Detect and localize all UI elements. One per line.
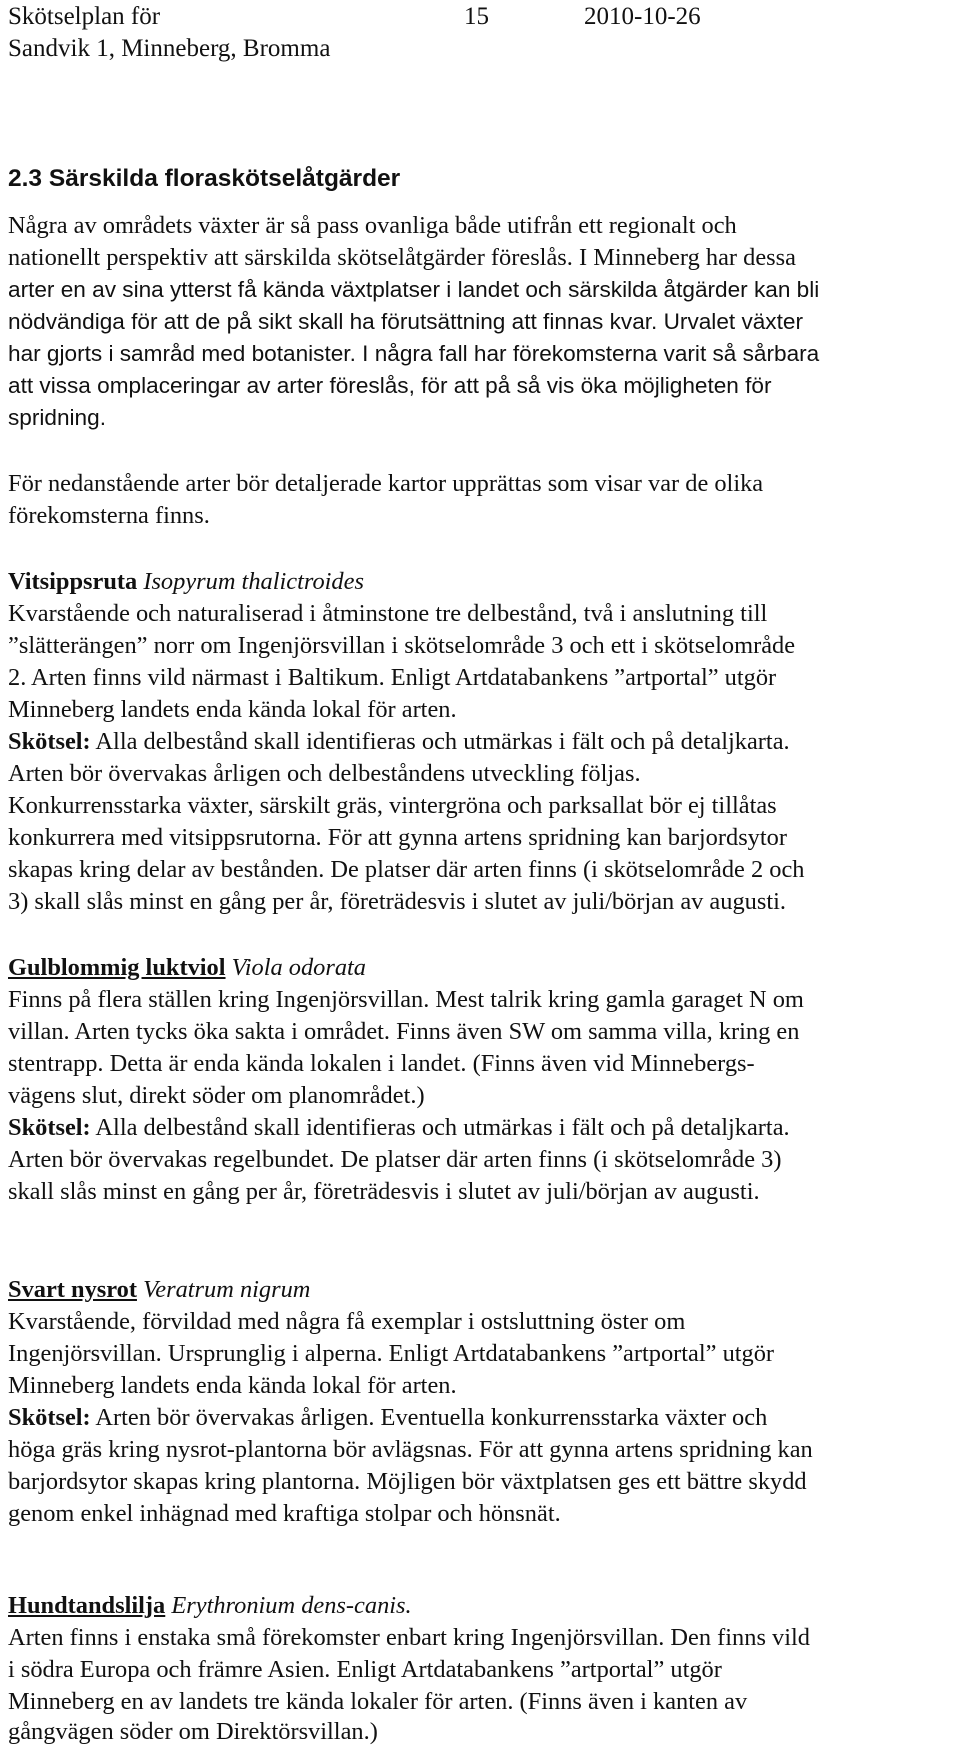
species-text-line: villan. Arten tycks öka sakta i området. Finns även SW om samma villa, kring en	[8, 1018, 800, 1045]
species-text-line: i södra Europa och främre Asien. Enligt Artdatabankens ”artportal” utgör	[8, 1656, 722, 1683]
species-latin-name: Erythronium dens-canis.	[165, 1592, 412, 1619]
species-heading	[8, 1590, 412, 1622]
species-text-line: Kvarstående och naturaliserad i åtminstone tre delbestånd, två i anslutning till	[8, 600, 768, 627]
care-line: 3) skall slås minst en gång per år, företrädesvis i slutet av juli/början av augusti.	[8, 888, 786, 915]
care-line	[8, 1112, 790, 1144]
care-line: skall slås minst en gång per år, företrädesvis i slutet av juli/början av augusti.	[8, 1178, 760, 1205]
intro-text: I Minneberg har dessa	[572, 244, 796, 271]
species-heading	[8, 952, 366, 984]
intro-line: att vissa omplaceringar av arter föreslås, för att på så vis öka möjligheten för	[8, 373, 772, 398]
intro-text: nationellt perspektiv att särskilda skötselåtgärder föreslås.	[8, 244, 573, 271]
care-text: Arten bör övervakas årligen. Eventuella konkurrensstarka växter och	[90, 1404, 768, 1431]
intro-line	[8, 242, 796, 274]
species-common-name: Svart nysrot	[8, 1276, 137, 1303]
species-common-name: Vitsippsruta	[8, 568, 138, 595]
species-common-name: Gulblommig luktviol	[8, 954, 226, 981]
section-title: 2.3 Särskilda floraskötselåtgärder	[8, 165, 401, 192]
intro-line: arter en av sina ytterst få kända växtplatser i landet och särskilda åtgärder kan bli	[8, 277, 820, 302]
species-text-line: Minneberg landets enda kända lokal för arten.	[8, 696, 457, 723]
care-line: höga gräs kring nysrot-plantorna bör avlägsnas. För att gynna artens spridning kan	[8, 1436, 813, 1463]
species-heading	[8, 566, 364, 598]
intro-line: spridning.	[8, 405, 106, 430]
care-line: Konkurrensstarka växter, särskilt gräs, vintergröna och parksallat bör ej tillåtas	[8, 792, 777, 819]
intro-line: nödvändiga för att de på sikt skall ha förutsättning att finnas kvar. Urvalet växter	[8, 309, 803, 334]
species-text-line: Kvarstående, förvildad med några få exemplar i ostsluttning öster om	[8, 1308, 686, 1335]
care-line: genom enkel inhägnad med kraftiga stolpar och hönsnät.	[8, 1500, 561, 1527]
care-label: Skötsel:	[8, 1114, 91, 1141]
species-text-line: ”slätterängen” norr om Ingenjörsvillan i skötselområde 3 och ett i skötselområde	[8, 632, 796, 659]
page-number: 15	[464, 3, 489, 30]
species-latin-name: Isopyrum thalictroides	[137, 568, 364, 595]
species-text-line: stentrapp. Detta är enda kända lokalen i landet. (Finns även vid Minnebergs-	[8, 1050, 755, 1077]
care-line: barjordsytor skapas kring plantorna. Möjligen bör växtplatsen ges ett bättre skydd	[8, 1468, 807, 1495]
species-text-line: vägens slut, direkt söder om planområdet.)	[8, 1082, 425, 1109]
care-text: Alla delbestånd skall identifieras och utmärkas i fält och på detaljkarta.	[90, 1114, 790, 1141]
species-common-name: Hundtandslilja	[8, 1592, 166, 1619]
care-text: Alla delbestånd skall identifieras och utmärkas i fält och på detaljkarta.	[90, 728, 790, 755]
species-heading	[8, 1274, 310, 1306]
care-line	[8, 726, 790, 758]
species-text-line: Arten finns i enstaka små förekomster enbart kring Ingenjörsvillan. Den finns vild	[8, 1624, 810, 1651]
species-text-line: Minneberg en av landets tre kända lokaler för arten. (Finns även i kanten av	[8, 1688, 748, 1715]
header-title-line1: Skötselplan för	[8, 3, 161, 30]
intro-line	[8, 338, 819, 370]
species-text-line: Minneberg landets enda kända lokal för arten.	[8, 1372, 457, 1399]
header-date: 2010-10-26	[584, 3, 701, 30]
species-text-line: 2. Arten finns vild närmast i Baltikum. Enligt Artdatabankens ”artportal” utgör	[8, 664, 777, 691]
species-latin-name: Viola odorata	[225, 954, 367, 981]
species-text-line: gångvägen söder om Direktörsvillan.)	[8, 1718, 378, 1745]
intro-line: Några av områdets växter är så pass ovanliga både utifrån ett regionalt och	[8, 212, 737, 239]
care-line	[8, 1402, 767, 1434]
care-line: skapas kring delar av bestånden. De platser där arten finns (i skötselområde 2 och	[8, 856, 805, 883]
species-latin-name: Veratrum nigrum	[136, 1276, 311, 1303]
header-title-line2: Sandvik 1, Minneberg, Bromma	[8, 35, 331, 62]
care-line: konkurrera med vitsippsrutorna. För att gynna artens spridning kan barjordsytor	[8, 824, 787, 851]
map-note-line: förekomsterna finns.	[8, 502, 210, 529]
care-label: Skötsel:	[8, 728, 91, 755]
species-text-line: Finns på flera ställen kring Ingenjörsvillan. Mest talrik kring gamla garaget N om	[8, 986, 804, 1013]
intro-text: I några fall har förekomsterna varit så sårbara	[355, 341, 820, 366]
care-line: Arten bör övervakas regelbundet. De platser där arten finns (i skötselområde 3)	[8, 1146, 782, 1173]
map-note-line: För nedanstående arter bör detaljerade kartor upprättas som visar var de olika	[8, 470, 764, 497]
intro-text: har gjorts i samråd med botanister.	[8, 341, 356, 366]
species-text-line: Ingenjörsvillan. Ursprunglig i alperna. Enligt Artdatabankens ”artportal” utgör	[8, 1340, 775, 1367]
care-label: Skötsel:	[8, 1404, 91, 1431]
care-line: Arten bör övervakas årligen och delbeståndens utveckling följas.	[8, 760, 641, 787]
